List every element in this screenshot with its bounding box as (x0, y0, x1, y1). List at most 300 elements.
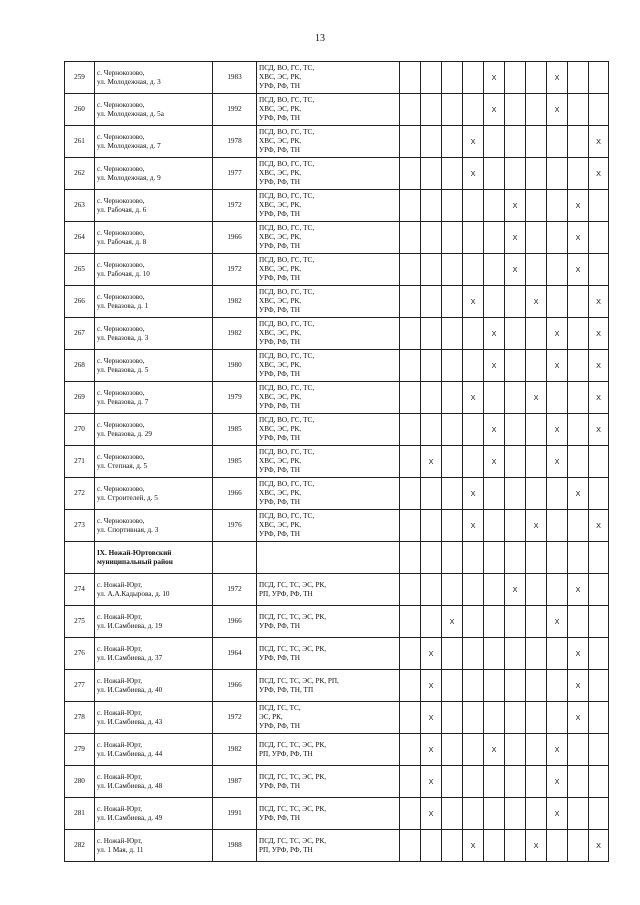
mark-cell (421, 158, 442, 190)
year-cell: 1982 (213, 734, 257, 766)
address-cell (95, 670, 213, 702)
address-cell (95, 126, 213, 158)
address-line: с. Ножай-Юрт, (97, 676, 143, 685)
table-row (65, 318, 609, 350)
mark-cell: X (547, 318, 568, 350)
systems-line: УРФ, РФ, ТН (259, 370, 300, 378)
mark-cell (505, 446, 526, 478)
mark-cell (442, 414, 463, 446)
mark-cell: X (505, 254, 526, 286)
mark-cell (568, 158, 589, 190)
address-line: с. Ножай-Юрт, (97, 644, 143, 653)
mark-cell (421, 574, 442, 606)
year-cell: 1983 (213, 62, 257, 94)
address-line: с. Ножай-Юрт, (97, 804, 143, 813)
systems-line: УРФ, РФ, ТН (259, 210, 300, 218)
table-row (65, 702, 609, 734)
address-line: ул. Рабочая, д. 8 (97, 237, 147, 246)
row-number: 264 (65, 222, 95, 254)
mark-cell (484, 510, 505, 542)
mark-cell (421, 254, 442, 286)
mark-cell (421, 350, 442, 382)
systems-line: ХВС, ЭС, РК, (259, 361, 302, 369)
year-cell: 1966 (213, 478, 257, 510)
systems-cell (257, 446, 400, 478)
systems-line: ХВС, ЭС, РК, (259, 329, 302, 337)
mark-cell: X (484, 94, 505, 126)
mark-cell (400, 766, 421, 798)
mark-cell (505, 382, 526, 414)
systems-cell (257, 382, 400, 414)
mark-cell (505, 638, 526, 670)
systems-line: УРФ, РФ, ТН (259, 530, 300, 538)
mark-cell (505, 318, 526, 350)
systems-cell (257, 350, 400, 382)
mark-cell: X (484, 446, 505, 478)
mark-cell (442, 94, 463, 126)
row-number: 276 (65, 638, 95, 670)
mark-cell (568, 62, 589, 94)
mark-cell (400, 382, 421, 414)
mark-cell (568, 542, 589, 574)
housing-registry-table (64, 61, 609, 862)
address-line: ул. И.Самбиева, д. 49 (97, 813, 163, 822)
year-cell: 1976 (213, 510, 257, 542)
address-line: ул. Молодежная, д. 9 (97, 173, 161, 182)
systems-line: ХВС, ЭС, РК, (259, 137, 302, 145)
table-row (65, 638, 609, 670)
mark-cell (568, 382, 589, 414)
address-line: с. Ножай-Юрт, (97, 580, 143, 589)
table-row (65, 830, 609, 862)
table-row (65, 126, 609, 158)
mark-cell (589, 542, 609, 574)
systems-line: ХВС, ЭС, РК, (259, 233, 302, 241)
mark-cell (442, 798, 463, 830)
mark-cell (568, 830, 589, 862)
row-number: 270 (65, 414, 95, 446)
systems-cell (257, 222, 400, 254)
systems-cell (257, 510, 400, 542)
address-line: ул. И.Самбиева, д. 43 (97, 717, 163, 726)
table-row (65, 606, 609, 638)
mark-cell (589, 766, 609, 798)
mark-cell (484, 222, 505, 254)
table-row (65, 94, 609, 126)
mark-cell: X (526, 286, 547, 318)
mark-cell (547, 286, 568, 318)
mark-cell (568, 94, 589, 126)
mark-cell (526, 446, 547, 478)
mark-cell (568, 126, 589, 158)
mark-cell (484, 606, 505, 638)
mark-cell (589, 254, 609, 286)
systems-cell (257, 286, 400, 318)
mark-cell (442, 446, 463, 478)
year-cell: 1966 (213, 670, 257, 702)
address-line: ул. Строителей, д. 5 (97, 493, 158, 502)
systems-cell (257, 62, 400, 94)
address-line: с. Ножай-Юрт, (97, 836, 143, 845)
systems-cell (257, 606, 400, 638)
mark-cell (421, 478, 442, 510)
address-line: с. Чернокозово, (97, 196, 145, 205)
mark-cell (505, 606, 526, 638)
mark-cell: X (568, 670, 589, 702)
address-cell (95, 318, 213, 350)
mark-cell (547, 254, 568, 286)
systems-line: ПСД, ГС, ТС, ЭС, РК, (259, 772, 327, 781)
systems-line: ПСД, ГС, ТС, ЭС, РК, (259, 612, 327, 621)
systems-line: ХВС, ЭС, РК, (259, 393, 302, 401)
mark-cell (526, 638, 547, 670)
mark-cell (421, 62, 442, 94)
systems-line: УРФ, РФ, ТН (259, 274, 300, 282)
mark-cell (442, 830, 463, 862)
systems-cell (257, 158, 400, 190)
mark-cell (442, 62, 463, 94)
systems-cell (257, 830, 400, 862)
mark-cell: X (421, 702, 442, 734)
mark-cell (463, 62, 484, 94)
row-number: 265 (65, 254, 95, 286)
systems-line: ПСД, ГС, ТС, ЭС, РК, (259, 740, 327, 749)
systems-cell (257, 574, 400, 606)
systems-line: ХВС, ЭС, РК, (259, 489, 302, 497)
systems-line: ХВС, ЭС, РК, (259, 169, 302, 177)
address-cell (95, 222, 213, 254)
address-line: с. Чернокозово, (97, 388, 145, 397)
mark-cell (526, 766, 547, 798)
mark-cell (400, 734, 421, 766)
systems-line: РП, УРФ, РФ, ТН (259, 749, 313, 758)
mark-cell: X (421, 798, 442, 830)
year-cell: 1972 (213, 254, 257, 286)
mark-cell (463, 222, 484, 254)
address-cell (95, 158, 213, 190)
mark-cell (484, 574, 505, 606)
systems-line: УРФ, РФ, ТН (259, 653, 300, 662)
mark-cell: X (463, 510, 484, 542)
mark-cell (463, 702, 484, 734)
mark-cell (526, 62, 547, 94)
systems-line: УРФ, РФ, ТН (259, 434, 300, 442)
address-line: с. Чернокозово, (97, 100, 145, 109)
mark-cell (526, 702, 547, 734)
row-number: 259 (65, 62, 95, 94)
address-cell (95, 766, 213, 798)
mark-cell: X (484, 734, 505, 766)
table-row (65, 574, 609, 606)
year-cell: 1972 (213, 190, 257, 222)
mark-cell (526, 798, 547, 830)
mark-cell (442, 254, 463, 286)
systems-line: ХВС, ЭС, РК, (259, 201, 302, 209)
mark-cell (400, 638, 421, 670)
mark-cell: X (505, 190, 526, 222)
mark-cell (505, 158, 526, 190)
systems-cell (257, 190, 400, 222)
mark-cell: X (484, 318, 505, 350)
section-title-line: IX. Ножай-Юртовский (97, 548, 172, 557)
systems-line: РП, УРФ, РФ, ТН (259, 589, 313, 598)
mark-cell: X (589, 382, 609, 414)
systems-line: ПСД, ВО, ГС, ТС, (259, 480, 315, 488)
row-number: 266 (65, 286, 95, 318)
systems-line: ПСД, ВО, ГС, ТС, (259, 128, 315, 136)
year-cell: 1985 (213, 446, 257, 478)
mark-cell (421, 190, 442, 222)
mark-cell (526, 478, 547, 510)
address-cell (95, 478, 213, 510)
mark-cell (526, 190, 547, 222)
address-line: ул. И.Самбиева, д. 37 (97, 653, 163, 662)
mark-cell (505, 766, 526, 798)
mark-cell (421, 606, 442, 638)
mark-cell (484, 478, 505, 510)
mark-cell (484, 670, 505, 702)
mark-cell (463, 542, 484, 574)
mark-cell (400, 478, 421, 510)
mark-cell (442, 350, 463, 382)
systems-line: ПСД, ГС, ТС, ЭС, РК, (259, 836, 327, 845)
mark-cell (400, 158, 421, 190)
systems-line: ПСД, ГС, ТС, ЭС, РК, (259, 804, 327, 813)
mark-cell: X (463, 830, 484, 862)
year-cell: 1980 (213, 350, 257, 382)
address-line: ул. Молодежная, д. 3 (97, 77, 161, 86)
row-number: 262 (65, 158, 95, 190)
mark-cell (442, 478, 463, 510)
year-cell: 1991 (213, 798, 257, 830)
mark-cell (484, 190, 505, 222)
mark-cell (400, 830, 421, 862)
systems-line: ПСД, ВО, ГС, ТС, (259, 352, 315, 360)
systems-cell (257, 798, 400, 830)
year-cell: 1964 (213, 638, 257, 670)
systems-line: ХВС, ЭС, РК, (259, 297, 302, 305)
mark-cell: X (526, 830, 547, 862)
systems-line: УРФ, РФ, ТН (259, 621, 300, 630)
mark-cell: X (421, 446, 442, 478)
mark-cell (505, 670, 526, 702)
mark-cell (400, 606, 421, 638)
mark-cell (484, 286, 505, 318)
mark-cell (589, 670, 609, 702)
systems-line: ПСД, ВО, ГС, ТС, (259, 224, 315, 232)
mark-cell (484, 126, 505, 158)
mark-cell (400, 350, 421, 382)
systems-line: УРФ, РФ, ТН (259, 146, 300, 154)
row-number: 261 (65, 126, 95, 158)
mark-cell: X (463, 286, 484, 318)
address-line: ул. Спортивная, д. 3 (97, 525, 159, 534)
mark-cell: X (547, 350, 568, 382)
row-number: 268 (65, 350, 95, 382)
systems-line: УРФ, РФ, ТН (259, 82, 300, 90)
mark-cell (526, 158, 547, 190)
table-row (65, 766, 609, 798)
year-cell: 1982 (213, 318, 257, 350)
mark-cell (568, 446, 589, 478)
systems-line: ПСД, ВО, ГС, ТС, (259, 256, 315, 264)
table-row (65, 414, 609, 446)
mark-cell (547, 542, 568, 574)
address-cell (95, 638, 213, 670)
table-row (65, 62, 609, 94)
mark-cell: X (589, 286, 609, 318)
mark-cell (463, 318, 484, 350)
mark-cell (442, 190, 463, 222)
systems-line: УРФ, РФ, ТН (259, 338, 300, 346)
mark-cell (589, 606, 609, 638)
address-cell (95, 350, 213, 382)
address-cell (95, 254, 213, 286)
mark-cell (589, 702, 609, 734)
mark-cell: X (568, 222, 589, 254)
row-number: 275 (65, 606, 95, 638)
systems-line: УРФ, РФ, ТН (259, 781, 300, 790)
row-number: 272 (65, 478, 95, 510)
systems-cell (257, 734, 400, 766)
address-line: ул. И.Самбиева, д. 44 (97, 749, 163, 758)
address-line: ул. Ревазова, д. 7 (97, 397, 149, 406)
mark-cell (400, 318, 421, 350)
mark-cell (421, 222, 442, 254)
address-line: ул. И.Самбиева, д. 48 (97, 781, 163, 790)
address-line: ул. Ревазова, д. 3 (97, 333, 149, 342)
address-line: с. Чернокозово, (97, 420, 145, 429)
mark-cell: X (589, 414, 609, 446)
table-row (65, 286, 609, 318)
mark-cell (568, 606, 589, 638)
address-line: ул. Молодежная, д. 5а (97, 109, 164, 118)
mark-cell: X (547, 414, 568, 446)
systems-cell (257, 766, 400, 798)
table-row (65, 734, 609, 766)
mark-cell: X (421, 638, 442, 670)
mark-cell (568, 798, 589, 830)
mark-cell (400, 62, 421, 94)
address-line: ул. Степная, д. 5 (97, 461, 148, 470)
address-cell (95, 830, 213, 862)
mark-cell: X (589, 126, 609, 158)
mark-cell (526, 318, 547, 350)
mark-cell: X (463, 382, 484, 414)
systems-cell (257, 478, 400, 510)
mark-cell (526, 734, 547, 766)
mark-cell (484, 766, 505, 798)
mark-cell (526, 414, 547, 446)
systems-line: УРФ, РФ, ТН (259, 306, 300, 314)
row-number: 274 (65, 574, 95, 606)
address-line: с. Чернокозово, (97, 132, 145, 141)
mark-cell (442, 542, 463, 574)
mark-cell (547, 158, 568, 190)
mark-cell: X (547, 446, 568, 478)
row-number: 280 (65, 766, 95, 798)
row-number: 279 (65, 734, 95, 766)
systems-line: ХВС, ЭС, РК, (259, 521, 302, 529)
systems-line: ХВС, ЭС, РК, (259, 73, 302, 81)
systems-line: ПСД, ГС, ТС, (259, 704, 301, 712)
row-number: 260 (65, 94, 95, 126)
systems-cell (257, 254, 400, 286)
mark-cell (442, 286, 463, 318)
address-cell (95, 382, 213, 414)
mark-cell (589, 638, 609, 670)
row-number: 282 (65, 830, 95, 862)
mark-cell (484, 542, 505, 574)
mark-cell (484, 798, 505, 830)
mark-cell (400, 414, 421, 446)
mark-cell (568, 766, 589, 798)
mark-cell (568, 734, 589, 766)
address-line: с. Чернокозово, (97, 164, 145, 173)
systems-line: УРФ, РФ, ТН (259, 402, 300, 410)
section-title-line: муниципальный район (97, 557, 173, 566)
address-line: с. Ножай-Юрт, (97, 612, 143, 621)
address-line: с. Чернокозово, (97, 260, 145, 269)
mark-cell: X (568, 254, 589, 286)
table-row (65, 254, 609, 286)
mark-cell: X (568, 702, 589, 734)
table-row (65, 798, 609, 830)
mark-cell: X (568, 190, 589, 222)
mark-cell: X (484, 62, 505, 94)
mark-cell (505, 62, 526, 94)
address-cell (95, 190, 213, 222)
year-cell: 1988 (213, 830, 257, 862)
mark-cell (505, 286, 526, 318)
address-line: с. Ножай-Юрт, (97, 772, 143, 781)
systems-cell (257, 318, 400, 350)
systems-line: ПСД, ВО, ГС, ТС, (259, 192, 315, 200)
address-cell (95, 94, 213, 126)
address-line: с. Чернокозово, (97, 68, 145, 77)
row-number: 267 (65, 318, 95, 350)
systems-line: УРФ, РФ, ТН (259, 813, 300, 822)
mark-cell (421, 414, 442, 446)
year-cell: 1987 (213, 766, 257, 798)
mark-cell (589, 574, 609, 606)
address-line: ул. Молодежная, д. 7 (97, 141, 161, 150)
systems-line: ПСД, ВО, ГС, ТС, (259, 320, 315, 328)
table-row (65, 158, 609, 190)
mark-cell (400, 446, 421, 478)
address-cell (95, 574, 213, 606)
mark-cell (505, 478, 526, 510)
mark-cell: X (463, 478, 484, 510)
systems-line: УРФ, РФ, ТН (259, 466, 300, 474)
year-cell: 1978 (213, 126, 257, 158)
systems-line: ПСД, ВО, ГС, ТС, (259, 512, 315, 520)
systems-line: УРФ, РФ, ТН (259, 114, 300, 122)
mark-cell (442, 382, 463, 414)
mark-cell (505, 734, 526, 766)
mark-cell (463, 190, 484, 222)
mark-cell (463, 734, 484, 766)
mark-cell (547, 670, 568, 702)
systems-line: ЭС, РК, (259, 713, 283, 721)
mark-cell: X (421, 670, 442, 702)
address-line: с. Чернокозово, (97, 356, 145, 365)
mark-cell (400, 94, 421, 126)
num-cell (65, 542, 95, 574)
address-line: с. Чернокозово, (97, 228, 145, 237)
mark-cell (547, 702, 568, 734)
address-cell (95, 510, 213, 542)
